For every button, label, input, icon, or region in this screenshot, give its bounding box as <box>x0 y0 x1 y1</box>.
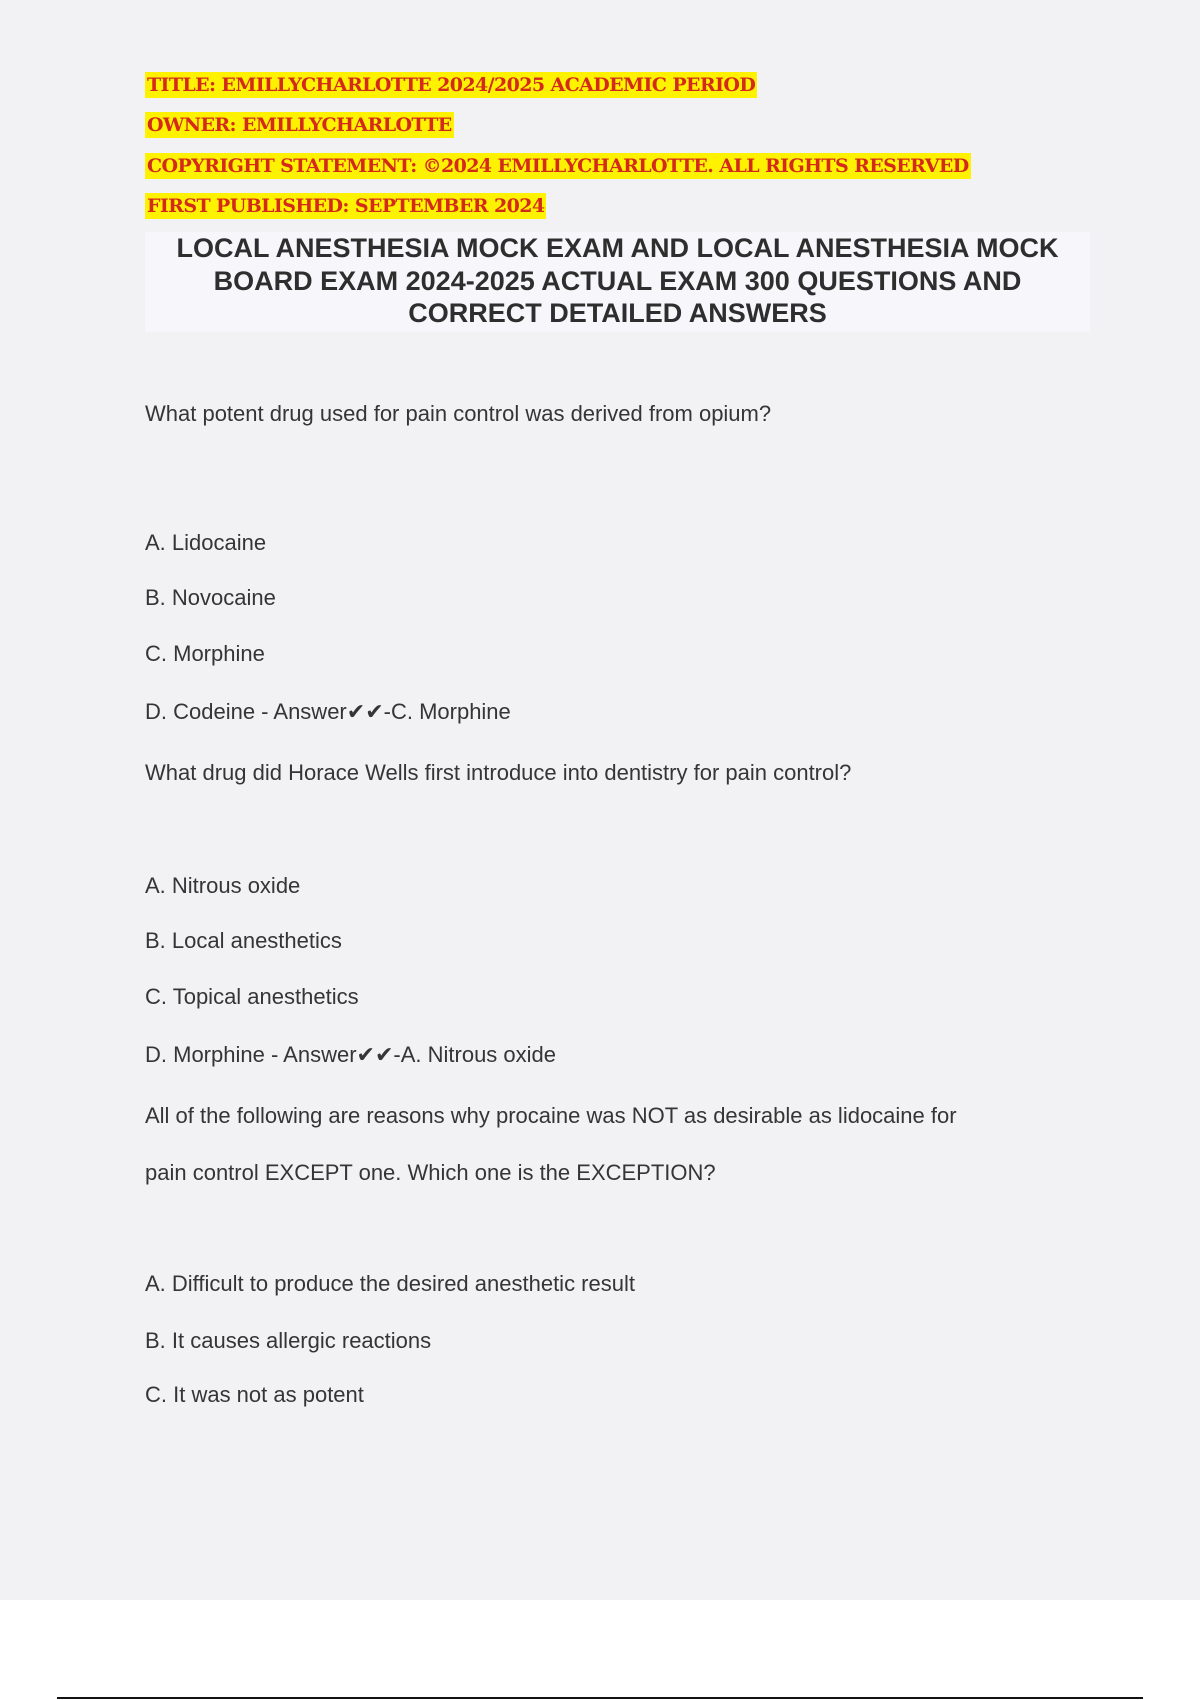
question-1-option-b: B. Novocaine <box>145 585 276 610</box>
question-2-option-b: B. Local anesthetics <box>145 928 342 953</box>
question-1-text: What potent drug used for pain control was derived from opium? <box>145 401 772 426</box>
question-1-option-c: C. Morphine <box>145 641 265 666</box>
question-1-option-d-answer: D. Codeine - Answer✔✔-C. Morphine <box>145 699 511 724</box>
question-1-option-a: A. Lidocaine <box>145 530 267 555</box>
question-2-option-d-answer: D. Morphine - Answer✔✔-A. Nitrous oxide <box>145 1042 557 1067</box>
question-3-option-c: C. It was not as potent <box>145 1382 364 1407</box>
meta-first-published: FIRST PUBLISHED: SEPTEMBER 2024 <box>147 195 545 217</box>
question-2-option-c: C. Topical anesthetics <box>145 984 359 1009</box>
question-2-option-a: A. Nitrous oxide <box>145 873 301 898</box>
document-title-line-3: CORRECT DETAILED ANSWERS <box>408 298 827 328</box>
question-2-text: What drug did Horace Wells first introduce into dentistry for pain control? <box>145 760 852 785</box>
question-3-text-line-2: pain control EXCEPT one. Which one is the EXCEPTION? <box>145 1160 716 1185</box>
question-3-option-a: A. Difficult to produce the desired anesthetic result <box>145 1271 635 1296</box>
document-title-line-2: BOARD EXAM 2024-2025 ACTUAL EXAM 300 QUESTIONS AND <box>213 265 1022 296</box>
meta-title: TITLE: EMILLYCHARLOTTE 2024/2025 ACADEMIC PERIOD <box>147 74 756 96</box>
meta-owner: OWNER: EMILLYCHARLOTTE <box>147 114 452 136</box>
page-footer-divider <box>57 1697 1143 1699</box>
document-title-line-1: LOCAL ANESTHESIA MOCK EXAM AND LOCAL ANESTHESIA MOCK <box>176 233 1059 263</box>
document-title <box>145 232 1090 332</box>
meta-copyright: COPYRIGHT STATEMENT: ©2024 EMILLYCHARLOTTE. ALL RIGHTS RESERVED <box>147 155 969 177</box>
question-3-option-b: B. It causes allergic reactions <box>145 1328 432 1353</box>
question-3-text-line-1: All of the following are reasons why procaine was NOT as desirable as lidocaine for <box>145 1103 957 1128</box>
